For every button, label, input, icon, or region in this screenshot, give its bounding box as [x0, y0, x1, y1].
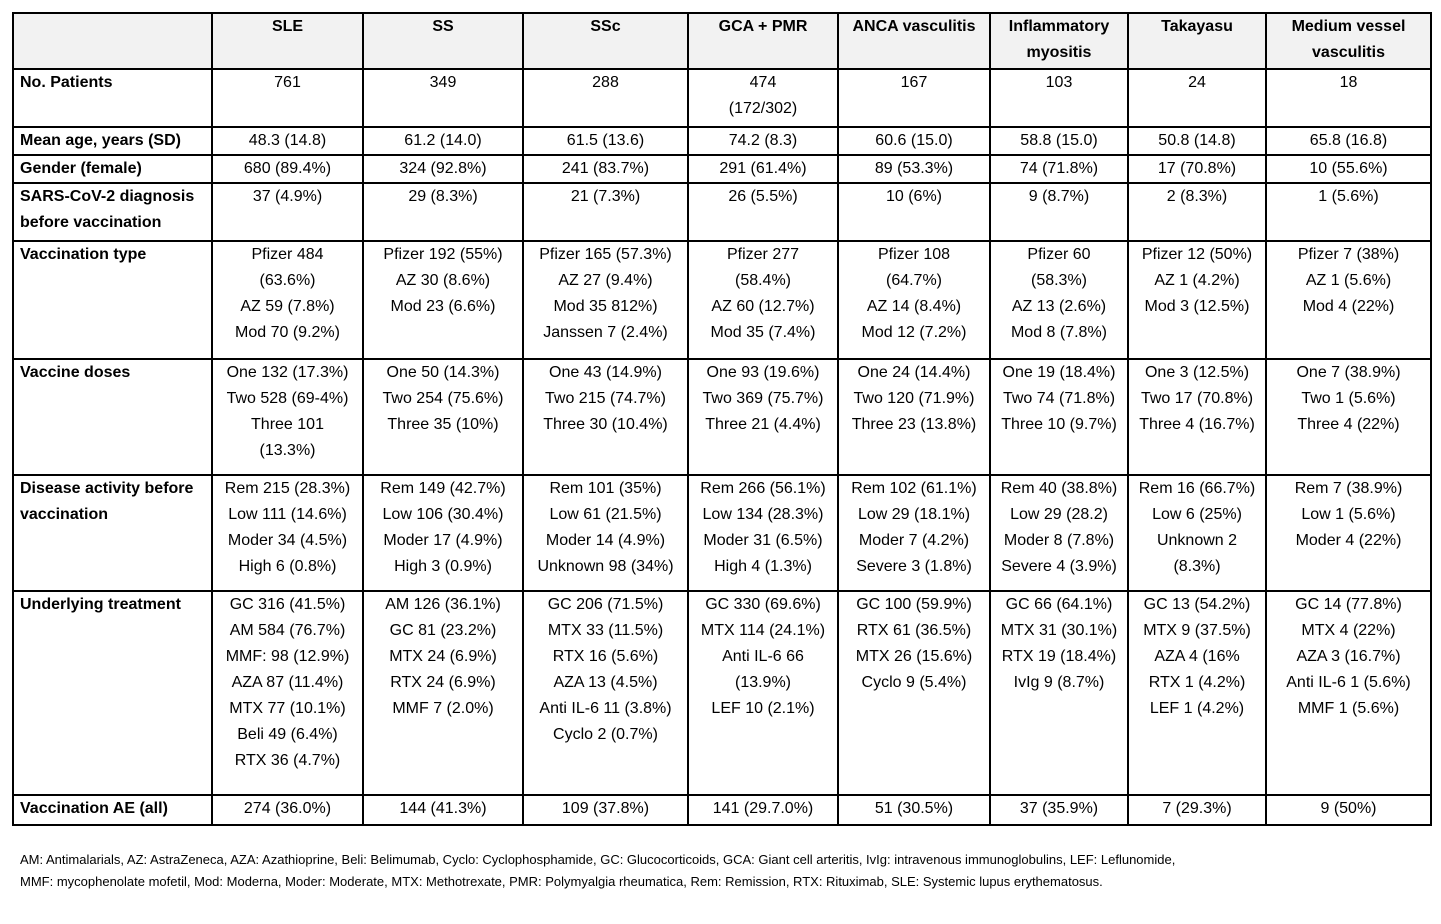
cell-line: 48.3 (14.8) — [248, 132, 327, 149]
cell-line: Rem 215 (28.3%) — [224, 480, 351, 497]
col-header: Medium vessel vasculitis — [1266, 13, 1431, 69]
cell-line: AZ 27 (9.4%) — [558, 272, 653, 289]
cell-line: Low 29 (28.2) — [1010, 506, 1108, 523]
cell-line: Rem 149 (42.7%) — [380, 480, 506, 497]
cell-line: Pfizer 12 (50%) — [1141, 246, 1253, 263]
cell-line: (8.3%) — [1173, 558, 1221, 575]
cell-line: Two 254 (75.6%) — [382, 390, 504, 407]
header-row — [13, 13, 1431, 69]
cell-line: GC 330 (69.6%) — [705, 596, 821, 613]
cell-line: 10 (6%) — [885, 188, 943, 205]
cell-line: 61.2 (14.0) — [404, 132, 482, 149]
cell-line: High 4 (1.3%) — [714, 558, 812, 575]
cell-line: 51 (30.5%) — [874, 800, 954, 817]
table-cell — [990, 183, 1128, 241]
table-row — [13, 155, 1431, 183]
col-header: Inflammatory myositis — [990, 13, 1128, 69]
table-cell — [990, 241, 1128, 359]
row-label: Vaccine doses — [13, 359, 212, 475]
cell-line: 474 — [749, 74, 777, 91]
table-cell — [838, 591, 990, 795]
cell-line: Mod 23 (6.6%) — [390, 298, 496, 315]
table-cell — [990, 127, 1128, 155]
table-row — [13, 183, 1431, 241]
cell-line: Anti IL-6 66 — [722, 648, 804, 665]
cell-line: 58.8 (15.0) — [1020, 132, 1098, 149]
header-corner — [13, 13, 212, 69]
table-cell — [688, 241, 838, 359]
table-cell — [990, 591, 1128, 795]
table-row — [13, 795, 1431, 825]
cell-line: Moder 34 (4.5%) — [227, 532, 348, 549]
cell-line: GC 81 (23.2%) — [389, 622, 497, 639]
table-cell — [363, 591, 523, 795]
row-label: Gender (female) — [13, 155, 212, 183]
cell-line: Two 74 (71.8%) — [1002, 390, 1116, 407]
cell-line: Pfizer 165 (57.3%) — [539, 246, 672, 263]
cell-line: 21 (7.3%) — [570, 188, 641, 205]
row-label: SARS-CoV-2 diagnosis before vaccination — [13, 183, 212, 241]
cell-line: Rem 266 (56.1%) — [700, 480, 826, 497]
cell-line: Janssen 7 (2.4%) — [543, 324, 668, 341]
table-cell — [363, 183, 523, 241]
table-cell — [523, 127, 688, 155]
cell-line: 65.8 (16.8) — [1309, 132, 1388, 149]
table-cell — [990, 359, 1128, 475]
cell-line: GC 316 (41.5%) — [229, 596, 346, 613]
table-cell — [990, 155, 1128, 183]
cell-line: Moder 17 (4.9%) — [383, 532, 503, 549]
cell-line: 109 (37.8%) — [561, 800, 650, 817]
cell-line: 288 — [592, 74, 619, 91]
cell-line: 74.2 (8.3) — [728, 132, 798, 149]
table-cell — [990, 69, 1128, 127]
cell-line: AZ 59 (7.8%) — [240, 298, 335, 315]
cell-line: IvIg 9 (8.7%) — [1013, 674, 1105, 691]
cell-line: GC 14 (77.8%) — [1295, 596, 1402, 613]
table-cell — [838, 475, 990, 591]
cell-line: 50.8 (14.8) — [1158, 132, 1236, 149]
cell-line: Low 61 (21.5%) — [549, 506, 662, 523]
table-cell — [990, 795, 1128, 825]
table-cell — [1128, 241, 1266, 359]
table-cell — [363, 359, 523, 475]
cell-line: 349 — [429, 74, 457, 91]
table-cell — [212, 155, 363, 183]
table-row — [13, 475, 1431, 591]
cell-line: (64.7%) — [885, 272, 943, 289]
cell-line: Moder 31 (6.5%) — [703, 532, 823, 549]
table-cell — [1128, 69, 1266, 127]
cell-line: 241 (83.7%) — [561, 160, 650, 177]
cell-line: AZ 13 (2.6%) — [1011, 298, 1107, 315]
cell-line: GC 13 (54.2%) — [1143, 596, 1251, 613]
cell-line: 61.5 (13.6) — [566, 132, 645, 149]
cell-line: 144 (41.3%) — [399, 800, 487, 817]
cell-line: 7 (29.3%) — [1162, 800, 1232, 817]
table-cell — [1128, 795, 1266, 825]
table-cell — [1266, 69, 1431, 127]
cell-line: Pfizer 7 (38%) — [1297, 246, 1400, 263]
table-cell — [1266, 183, 1431, 241]
col-header: SLE — [212, 13, 363, 69]
cell-line: MTX 33 (11.5%) — [547, 622, 664, 639]
cell-line: Anti IL-6 1 (5.6%) — [1286, 674, 1411, 691]
table-cell — [688, 359, 838, 475]
table-cell — [363, 69, 523, 127]
table-cell — [1128, 359, 1266, 475]
table-cell — [363, 241, 523, 359]
cell-line: One 19 (18.4%) — [1002, 364, 1116, 381]
cell-line: (172/302) — [728, 100, 798, 117]
table-cell — [838, 241, 990, 359]
table-cell — [212, 359, 363, 475]
table-cell — [1266, 127, 1431, 155]
col-header: ANCA vasculitis — [838, 13, 990, 69]
cell-line: Pfizer 60 — [1027, 246, 1091, 263]
cell-line: Beli 49 (6.4%) — [237, 726, 338, 743]
table-cell — [990, 475, 1128, 591]
cell-line: Cyclo 2 (0.7%) — [553, 726, 658, 743]
cell-line: Three 21 (4.4%) — [705, 416, 821, 433]
characteristics-table — [12, 12, 1432, 826]
cell-line: 89 (53.3%) — [874, 160, 954, 177]
table-cell — [523, 183, 688, 241]
cell-line: Moder 4 (22%) — [1295, 532, 1402, 549]
row-label: Vaccination type — [13, 241, 212, 359]
cell-line: Two 528 (69-4%) — [226, 390, 349, 407]
cell-line: 1 (5.6%) — [1318, 188, 1379, 205]
cell-line: MTX 26 (15.6%) — [855, 648, 973, 665]
cell-line: 680 (89.4%) — [243, 160, 332, 177]
cell-line: Mod 3 (12.5%) — [1144, 298, 1250, 315]
cell-line: (58.3%) — [1030, 272, 1088, 289]
cell-line: Mod 35 812%) — [553, 298, 658, 315]
table-cell — [688, 591, 838, 795]
cell-line: Rem 40 (38.8%) — [1000, 480, 1118, 497]
cell-line: AZ 14 (8.4%) — [866, 298, 962, 315]
cell-line: Low 106 (30.4%) — [382, 506, 504, 523]
table-cell — [523, 795, 688, 825]
cell-line: Cyclo 9 (5.4%) — [861, 674, 967, 691]
cell-line: One 24 (14.4%) — [857, 364, 971, 381]
cell-line: Low 134 (28.3%) — [702, 506, 824, 523]
cell-line: 167 — [900, 74, 928, 91]
cell-line: RTX 1 (4.2%) — [1148, 674, 1246, 691]
cell-line: 2 (8.3%) — [1166, 188, 1228, 205]
cell-line: Mod 12 (7.2%) — [861, 324, 967, 341]
table-cell — [838, 183, 990, 241]
cell-line: Two 120 (71.9%) — [853, 390, 975, 407]
cell-line: MTX 114 (24.1%) — [700, 622, 826, 639]
table-cell — [838, 127, 990, 155]
cell-line: GC 66 (64.1%) — [1005, 596, 1113, 613]
table-cell — [523, 69, 688, 127]
cell-line: Anti IL-6 11 (3.8%) — [539, 700, 672, 717]
cell-line: (58.4%) — [734, 272, 792, 289]
cell-line: Low 6 (25%) — [1152, 506, 1242, 523]
table-cell — [688, 795, 838, 825]
table-cell — [838, 69, 990, 127]
table-cell — [523, 241, 688, 359]
cell-line: MTX 4 (22%) — [1301, 622, 1396, 639]
cell-line: One 50 (14.3%) — [386, 364, 500, 381]
cell-line: Three 35 (10%) — [387, 416, 499, 433]
table-cell — [1266, 591, 1431, 795]
cell-line: Unknown 2 — [1156, 532, 1238, 549]
cell-line: MTX 24 (6.9%) — [389, 648, 497, 665]
cell-line: One 7 (38.9%) — [1296, 364, 1401, 381]
cell-line: RTX 19 (18.4%) — [1001, 648, 1117, 665]
cell-line: LEF 10 (2.1%) — [711, 700, 815, 717]
table-cell — [212, 127, 363, 155]
cell-line: (13.9%) — [734, 674, 792, 691]
table-cell — [212, 183, 363, 241]
table-cell — [838, 795, 990, 825]
cell-line: 37 (35.9%) — [1019, 800, 1099, 817]
cell-line: Low 1 (5.6%) — [1301, 506, 1396, 523]
cell-line: 74 (71.8%) — [1019, 160, 1099, 177]
table-cell — [212, 795, 363, 825]
cell-line: High 3 (0.9%) — [394, 558, 492, 575]
cell-line: 274 (36.0%) — [243, 800, 332, 817]
cell-line: 29 (8.3%) — [408, 188, 478, 205]
row-label: No. Patients — [13, 69, 212, 127]
footnote-line: MMF: mycophenolate mofetil, Mod: Moderna, Moder: Moderate, MTX: Methotrexate, PMR: Polymyalgia rheumatica, Rem: Remission, RTX: Rituximab, SLE: Systemic lupus erythematosus. — [20, 874, 1103, 889]
cell-line: GC 206 (71.5%) — [547, 596, 664, 613]
table-cell — [1266, 475, 1431, 591]
table-row — [13, 241, 1431, 359]
cell-line: One 3 (12.5%) — [1144, 364, 1250, 381]
cell-line: Pfizer 484 — [251, 246, 324, 263]
cell-line: MTX 31 (30.1%) — [1000, 622, 1118, 639]
table-cell — [212, 69, 363, 127]
cell-line: 18 — [1339, 74, 1358, 91]
cell-line: Two 1 (5.6%) — [1301, 390, 1396, 407]
table-cell — [523, 475, 688, 591]
row-label: Vaccination AE (all) — [13, 795, 212, 825]
cell-line: Three 30 (10.4%) — [543, 416, 668, 433]
table-cell — [838, 155, 990, 183]
cell-line: AZA 3 (16.7%) — [1296, 648, 1401, 665]
cell-line: Mod 70 (9.2%) — [235, 324, 340, 341]
cell-line: One 132 (17.3%) — [226, 364, 349, 381]
cell-line: RTX 36 (4.7%) — [234, 752, 341, 769]
cell-line: 17 (70.8%) — [1157, 160, 1237, 177]
cell-line: Rem 16 (66.7%) — [1138, 480, 1256, 497]
table-cell — [688, 183, 838, 241]
cell-line: 324 (92.8%) — [399, 160, 487, 177]
col-header: SS — [363, 13, 523, 69]
table-cell — [363, 795, 523, 825]
cell-line: Rem 101 (35%) — [549, 480, 662, 497]
cell-line: 9 (8.7%) — [1028, 188, 1090, 205]
cell-line: 9 (50%) — [1320, 800, 1377, 817]
cell-line: Moder 8 (7.8%) — [1003, 532, 1115, 549]
cell-line: Unknown 98 (34%) — [537, 558, 674, 575]
abbreviations-footnote — [20, 849, 1425, 893]
cell-line: Two 215 (74.7%) — [545, 390, 666, 407]
cell-line: Pfizer 277 — [726, 246, 800, 263]
cell-line: AZ 1 (5.6%) — [1305, 272, 1392, 289]
table-cell — [1266, 241, 1431, 359]
cell-line: GC 100 (59.9%) — [856, 596, 972, 613]
cell-line: MMF 1 (5.6%) — [1297, 700, 1400, 717]
cell-line: (13.3%) — [259, 442, 316, 459]
col-header: Takayasu — [1128, 13, 1266, 69]
cell-line: 24 — [1188, 74, 1206, 91]
cell-line: Mod 4 (22%) — [1302, 298, 1395, 315]
table-cell — [523, 155, 688, 183]
cell-line: Two 369 (75.7%) — [702, 390, 824, 407]
cell-line: AM 126 (36.1%) — [385, 596, 501, 613]
cell-line: Mod 8 (7.8%) — [1010, 324, 1108, 341]
table-cell — [1266, 155, 1431, 183]
cell-line: Three 23 (13.8%) — [851, 416, 977, 433]
table-cell — [212, 475, 363, 591]
cell-line: AZA 87 (11.4%) — [231, 674, 344, 691]
cell-line: Three 10 (9.7%) — [1001, 416, 1117, 433]
cell-line: Low 29 (18.1%) — [857, 506, 971, 523]
table-cell — [1128, 155, 1266, 183]
cell-line: Severe 4 (3.9%) — [1001, 558, 1117, 575]
cell-line: Three 101 — [251, 416, 324, 433]
table-cell — [688, 155, 838, 183]
cell-line: 103 — [1045, 74, 1073, 91]
row-label: Disease activity before vaccination — [13, 475, 212, 591]
table-cell — [1266, 795, 1431, 825]
table-row — [13, 69, 1431, 127]
cell-line: AZA 4 (16% — [1154, 648, 1240, 665]
cell-line: RTX 61 (36.5%) — [856, 622, 972, 639]
table-cell — [212, 591, 363, 795]
cell-line: AZ 60 (12.7%) — [711, 298, 815, 315]
cell-line: 291 (61.4%) — [719, 160, 807, 177]
cell-line: RTX 16 (5.6%) — [552, 648, 659, 665]
cell-line: One 93 (19.6%) — [706, 364, 820, 381]
cell-line: 37 (4.9%) — [252, 188, 323, 205]
cell-line: MMF 7 (2.0%) — [392, 700, 494, 717]
cell-line: Rem 102 (61.1%) — [851, 480, 977, 497]
cell-line: Moder 14 (4.9%) — [545, 532, 666, 549]
table-row — [13, 591, 1431, 795]
table-cell — [688, 69, 838, 127]
table-cell — [363, 155, 523, 183]
table-cell — [363, 475, 523, 591]
table-cell — [1128, 127, 1266, 155]
cell-line: MTX 9 (37.5%) — [1143, 622, 1251, 639]
cell-line: LEF 1 (4.2%) — [1149, 700, 1245, 717]
table-cell — [838, 359, 990, 475]
table-cell — [1266, 359, 1431, 475]
cell-line: MMF: 98 (12.9%) — [225, 648, 350, 665]
table-cell — [363, 127, 523, 155]
cell-line: 60.6 (15.0) — [875, 132, 953, 149]
cell-line: (63.6%) — [259, 272, 316, 289]
cell-line: Two 17 (70.8%) — [1140, 390, 1254, 407]
cell-line: 141 (29.7.0%) — [712, 800, 814, 817]
cell-line: One 43 (14.9%) — [549, 364, 662, 381]
footnote-line: AM: Antimalarials, AZ: AstraZeneca, AZA: Azathioprine, Beli: Belimumab, Cyclo: Cyclophosphamide, GC: Glucocorticoids, GCA: Giant cell arteritis, IvIg: intravenous immunoglobulins, LEF: Leflunomide, — [20, 852, 1176, 867]
row-label: Underlying treatment — [13, 591, 212, 795]
cell-line: MTX 77 (10.1%) — [229, 700, 346, 717]
table-cell — [1128, 591, 1266, 795]
table-cell — [688, 475, 838, 591]
cell-line: High 6 (0.8%) — [238, 558, 337, 575]
table-cell — [212, 241, 363, 359]
cell-line: Pfizer 108 — [877, 246, 951, 263]
table-cell — [523, 591, 688, 795]
row-label: Mean age, years (SD) — [13, 127, 212, 155]
cell-line: 26 (5.5%) — [728, 188, 798, 205]
cell-line: Three 4 (22%) — [1297, 416, 1400, 433]
cell-line: AZ 30 (8.6%) — [395, 272, 491, 289]
cell-line: AM 584 (76.7%) — [229, 622, 346, 639]
cell-line: Mod 35 (7.4%) — [710, 324, 816, 341]
table-row — [13, 359, 1431, 475]
table-cell — [688, 127, 838, 155]
table-cell — [523, 359, 688, 475]
table-cell — [1128, 183, 1266, 241]
cell-line: AZA 13 (4.5%) — [553, 674, 658, 691]
cell-line: Severe 3 (1.8%) — [856, 558, 972, 575]
col-header: GCA + PMR — [688, 13, 838, 69]
table-cell — [1128, 475, 1266, 591]
cell-line: Moder 7 (4.2%) — [858, 532, 970, 549]
cell-line: AZ 1 (4.2%) — [1154, 272, 1240, 289]
cell-line: Rem 7 (38.9%) — [1294, 480, 1403, 497]
cell-line: 10 (55.6%) — [1309, 160, 1388, 177]
col-header: SSc — [523, 13, 688, 69]
cell-line: Three 4 (16.7%) — [1139, 416, 1255, 433]
cell-line: 761 — [274, 74, 301, 91]
cell-line: Pfizer 192 (55%) — [383, 246, 503, 263]
cell-line: Low 111 (14.6%) — [228, 506, 347, 523]
table-row — [13, 127, 1431, 155]
cell-line: RTX 24 (6.9%) — [390, 674, 496, 691]
